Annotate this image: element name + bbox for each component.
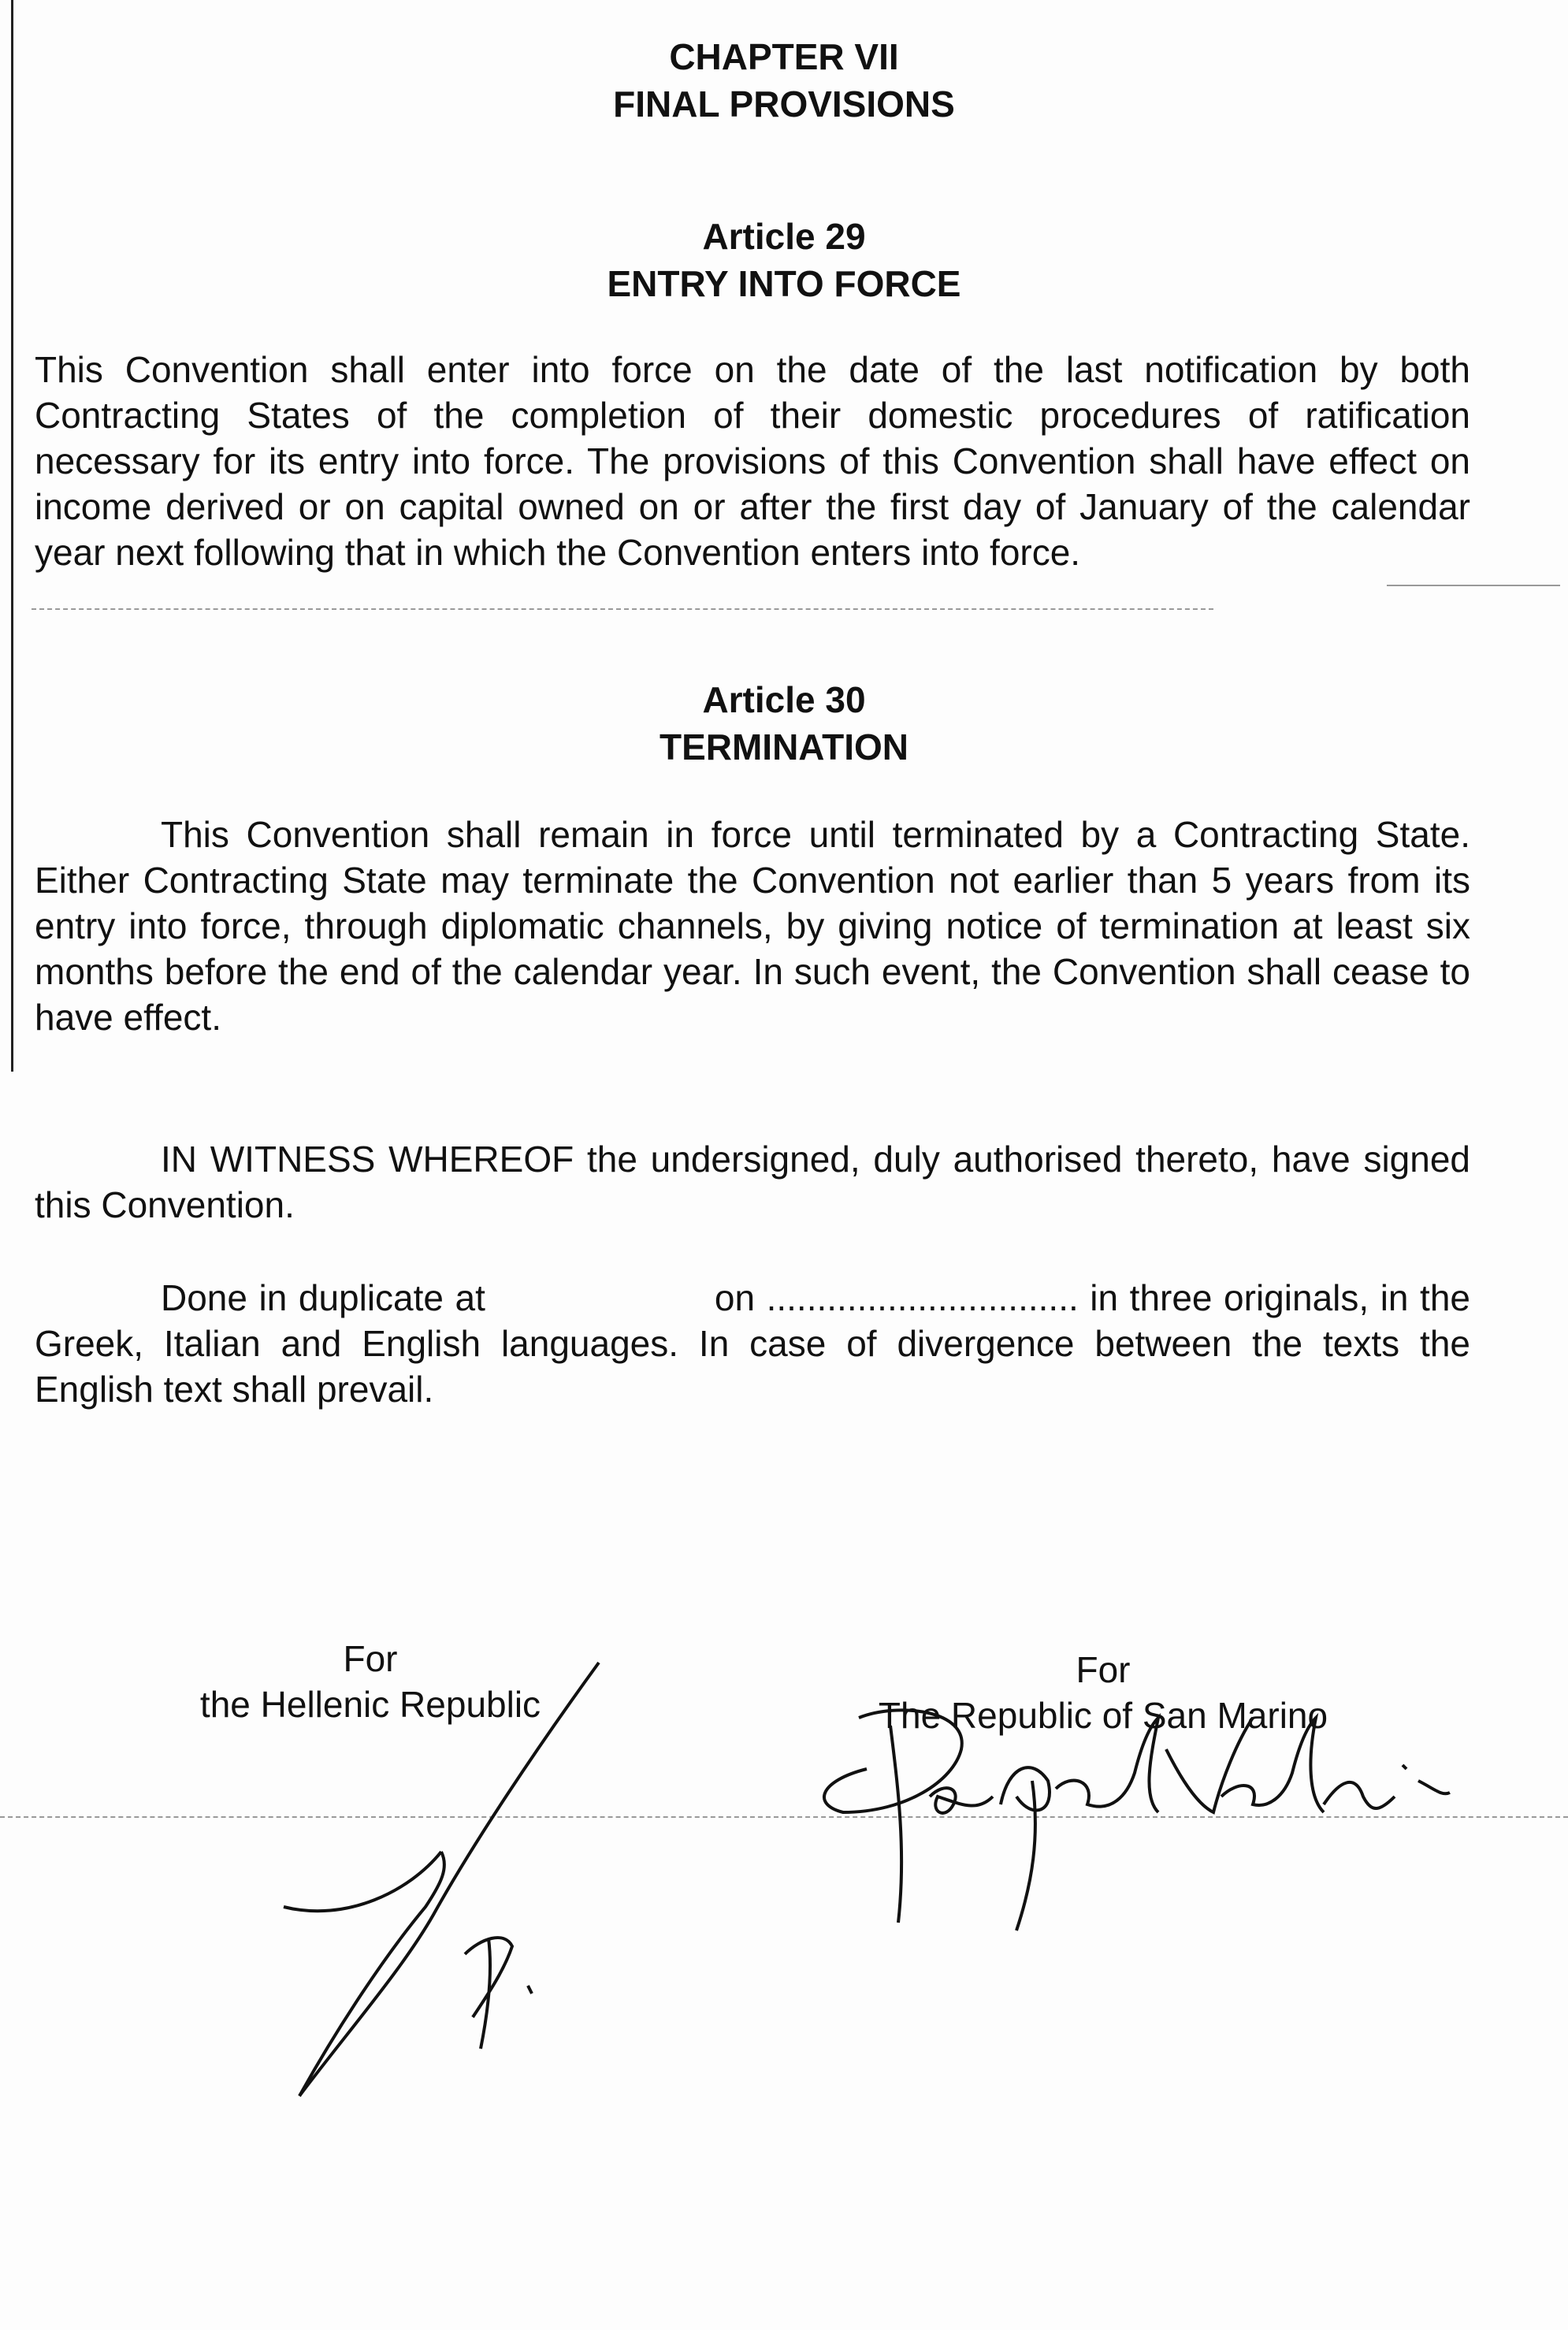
scan-edge-line: [11, 0, 13, 1072]
witness-clause: [35, 1136, 1470, 1228]
article-29-title: ENTRY INTO FORCE: [607, 263, 961, 304]
scan-noise-line: [1387, 585, 1560, 586]
witness-clause-text: IN WITNESS WHEREOF the undersigned, duly authorised thereto, have signed this Convention.: [35, 1139, 1470, 1225]
done-clause: [35, 1275, 1481, 1412]
scan-noise-line: [32, 608, 1213, 610]
article-30-body-text: This Convention shall remain in force until terminated by a Contracting State. Either Contracting State may terminate the Convention not earlier than 5 years from its entry into force, through diplomatic channels, by giving notice of termination at least six months before the end of the calendar year. In such event, the Convention shall cease to have effect.: [35, 814, 1470, 1038]
article-30-number: Article 30: [702, 679, 866, 720]
chapter-title: FINAL PROVISIONS: [613, 84, 955, 124]
article-30-body: [35, 812, 1470, 1040]
signature-hellenic-republic: [268, 1655, 630, 2112]
signatory-left-party: the Hellenic Republic: [199, 1684, 541, 1725]
article-29-body: This Convention shall enter into force on the date of the last notification by both Contracting States of the completion of their domestic procedures of ratification necessary for its entry into force. The provisions of this Convention shall have effect on income derived or on capital owned on or after the first day of January of the calendar year next following that in which the Convention enters into force.: [35, 349, 1470, 573]
signatory-left-for: For: [343, 1638, 398, 1679]
done-clause-text: Done in duplicate at on ............................... in three originals, in the Greek, Italian and English languages. In case of divergence between the texts the English text shall prevail.: [35, 1277, 1481, 1410]
article-29-number: Article 29: [702, 216, 866, 257]
signatory-right-for: For: [1076, 1649, 1131, 1690]
article-30-title: TERMINATION: [659, 726, 908, 767]
chapter-number: CHAPTER VII: [669, 36, 899, 77]
signature-republic-of-san-marino: [812, 1694, 1458, 1946]
signatory-right-party: The Republic of San Marino: [878, 1695, 1328, 1736]
